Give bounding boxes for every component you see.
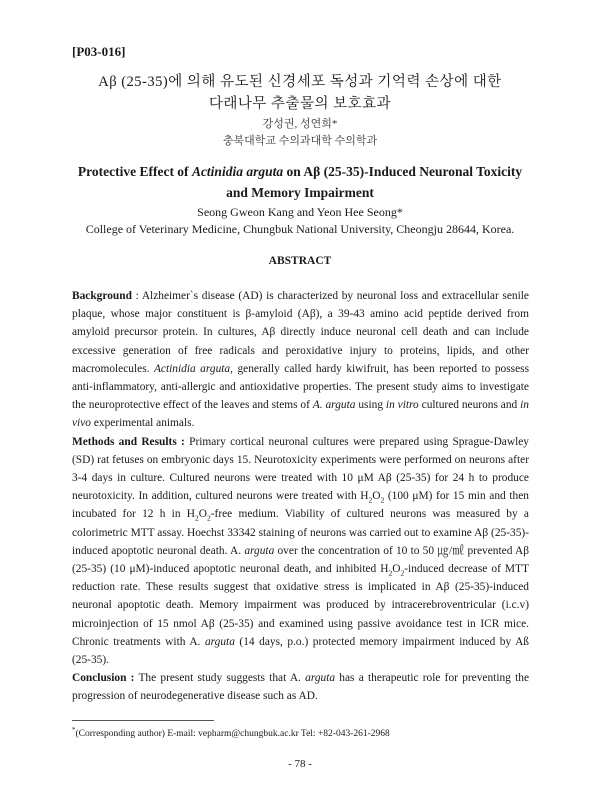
footnote-marker: * xyxy=(72,726,76,734)
korean-authors: 강성권, 성연희* xyxy=(262,118,338,130)
footnote xyxy=(72,726,390,739)
latin-term: in vivo xyxy=(72,399,529,430)
species-name: arguta xyxy=(244,544,275,557)
conclusion-paragraph xyxy=(72,669,529,705)
methods-paragraph xyxy=(72,433,529,670)
background-text: cultured neurons and xyxy=(418,399,521,412)
english-title-line-2: and Memory Impairment xyxy=(226,185,374,200)
species-name: arguta xyxy=(204,635,235,648)
abstract-heading: ABSTRACT xyxy=(268,255,332,267)
korean-affiliation: 충북대학교 수의과대학 수의학과 xyxy=(222,135,378,147)
korean-title-line-1: Aβ (25-35)에 의해 유도된 신경세포 독성과 기억력 손상에 대한 xyxy=(98,74,502,90)
title-species: Actinidia arguta xyxy=(191,164,284,179)
methods-text: -free medium. Viability of cultured neurons was measured by a colorimetric MTT assay. Hoechst 33342 staining of neurons was carried out to examine Aβ (25-35)-induced apoptotic neuronal death. A. xyxy=(72,508,529,557)
poster-code: [P03-016] xyxy=(72,44,126,59)
methods-text: O xyxy=(392,563,401,576)
latin-term: in vitro xyxy=(385,399,419,412)
page-number: - 78 - xyxy=(288,758,312,770)
background-text: using xyxy=(355,399,386,412)
background-label: Background xyxy=(72,290,132,302)
methods-text: O xyxy=(372,490,381,503)
methods-text: Primary cortical neuronal cultures were prepared using Sprague-Dawley (SD) rat fetuses on embryonic days 15. Neurotoxicity experiments were performed on neurons after 3-4 days in culture. Cultured neurons were treated with 10 μM Aβ (25-35) for 24 h to produce neurotoxicity. In addition, cultured neurons were treated with H xyxy=(72,435,529,503)
methods-text: -induced decrease of MTT reduction rate. These results suggest that oxidative stress is implicated in Aβ (25-35)-induced neuronal apoptotic death. Memory impairment was produced by intracerebroventricular (i.c.v) microinjection of 15 nmol Aβ (25-35) and examined using passive avoidance test in ICR mice. Chronic treatments with A. xyxy=(72,563,529,648)
methods-label: Methods and Results : xyxy=(72,435,185,448)
background-text: , generally called hardy kiwifruit, has been reported to possess anti-inflammatory, anti-allergic and antioxidative properties. The present study aims to investigate the neuroprotective effect of the leaves and stems of xyxy=(72,362,529,412)
title-prefix: Protective Effect of xyxy=(77,164,192,179)
background-text: experimental animals. xyxy=(90,417,195,430)
subscript: 2 xyxy=(380,495,385,505)
subscript: 2 xyxy=(195,513,199,523)
species-name: arguta xyxy=(305,672,336,685)
background-paragraph xyxy=(72,287,529,433)
subscript: 2 xyxy=(368,495,373,505)
footnote-divider xyxy=(72,720,214,721)
abstract-body xyxy=(72,287,529,706)
conclusion-text: has a therapeutic role for preventing the progression of neurodegenerative disease such as AD. xyxy=(72,672,529,703)
english-authors: Seong Gweon Kang and Yeon Hee Seong* xyxy=(197,205,403,219)
background-text: : Alzheimer`s disease (AD) is characterized by neuronal loss and extracellular senile plaque, whose major constituent is β-amyloid (Aβ), a 39-43 amino acid peptide derived from amyloid precursor protein. In cultures, Aβ directly induce neuronal cell death and can include excessive generation of free radicals and peroxidative injury to proteins, lipids, and other macromolecules. xyxy=(72,290,529,375)
english-affiliation: College of Veterinary Medicine, Chungbuk National University, Cheongju 28644, Korea. xyxy=(85,222,515,236)
footnote-text: (Corresponding author) E-mail: vepharm@chungbuk.ac.kr Tel: +82-043-261-2968 xyxy=(75,729,390,740)
conclusion-text: The present study suggests that A. xyxy=(134,672,306,685)
subscript: 2 xyxy=(400,568,405,578)
conclusion-label: Conclusion : xyxy=(72,672,135,685)
species-name: Actinidia arguta xyxy=(153,362,231,375)
english-title-line-1 xyxy=(0,164,600,180)
subscript: 2 xyxy=(207,513,211,523)
methods-text: (14 days, p.o.) protected memory impairment induced by Aß (25-35). xyxy=(72,635,529,667)
title-suffix: on Aβ (25-35)-Induced Neuronal Toxicity xyxy=(283,164,523,179)
methods-text: (100 μM) for 15 min and then incubated for 12 h in H xyxy=(72,490,529,521)
methods-text: O xyxy=(198,508,207,521)
species-name: A. arguta xyxy=(312,399,356,412)
subscript: 2 xyxy=(388,568,393,578)
methods-text: over the concentration of 10 to 50 ㎍/㎖ prevented Aβ (25-35) (10 μM)-induced apoptotic neuronal death, and inhibited H xyxy=(72,544,529,576)
korean-title-line-2: 다래나무 추출물의 보호효과 xyxy=(208,96,392,112)
